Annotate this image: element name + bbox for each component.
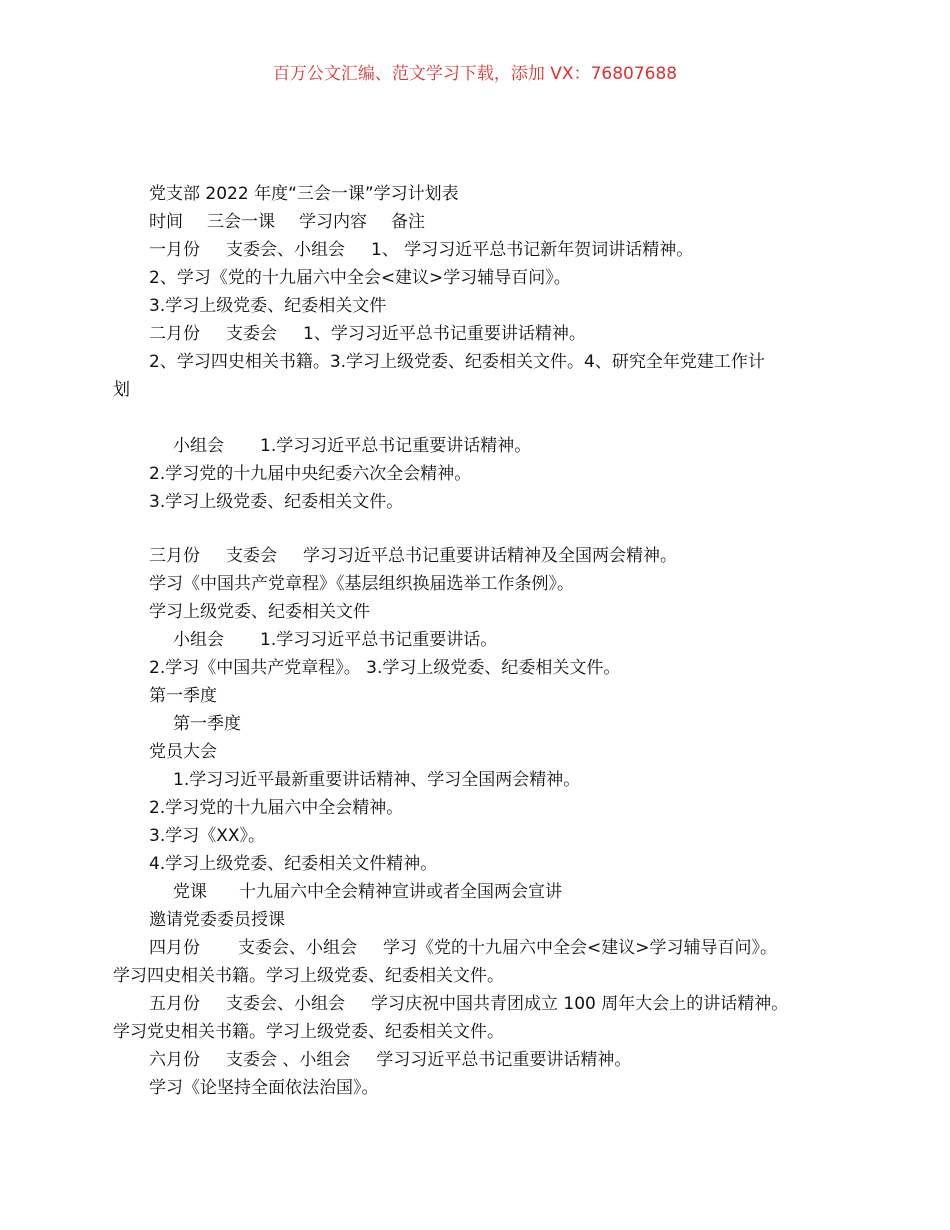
meeting-type: 支委会 [226,324,277,344]
month-label: 二月份 [149,324,200,344]
text-line: 学习《中国共产党章程》《基层组织换届选举工作条例》。 [149,574,574,594]
text-line: 第一季度 [149,686,217,706]
text-line: 2.学习党的十九届中央纪委六次全会精神。 [149,464,472,484]
text-line [173,629,497,651]
table-header-row [149,211,425,233]
text-line [149,239,693,261]
text-line: 3.学习上级党委、纪委相关文件 [149,296,387,316]
study-content: 学习习近平总书记重要讲话精神。 [376,1050,632,1070]
text-line: 2.学习《中国共产党章程》。 3.学习上级党委、纪委相关文件。 [149,658,621,678]
text-line [149,937,777,959]
text-line: 1.学习习近平最新重要讲话精神、学习全国两会精神。 [173,770,581,790]
text-line [149,1049,631,1071]
text-line [173,435,531,457]
text-line: 4.学习上级党委、纪委相关文件精神。 [149,854,438,874]
month-label: 一月份 [149,240,200,260]
study-content: 学习庆祝中国共青团成立 100 周年大会上的讲话精神。 [371,994,789,1014]
text-line [173,881,562,903]
text-line [149,323,586,345]
text-line [149,993,788,1015]
month-label: 五月份 [149,994,200,1014]
study-content: 1.学习习近平总书记重要讲话精神。 [260,436,532,456]
header-content: 学习内容 [299,212,367,232]
meeting-type: 小组会 [173,436,224,456]
meeting-type: 支委会 [226,546,277,566]
meeting-type: 支委会、小组会 [226,240,345,260]
meeting-type: 党课 [173,882,207,902]
text-line: 党员大会 [149,742,217,762]
meeting-type: 支委会、小组会 [238,938,357,958]
text-line: 3.学习《XX》。 [149,826,266,846]
meeting-type: 支委会、小组会 [226,994,345,1014]
watermark-text: 百万公文汇编、范文学习下载，添加 VX：76807688 [272,64,678,84]
study-content: 1、 学习习近平总书记新年贺词讲话精神。 [371,240,694,260]
text-line: 第一季度 [173,714,241,734]
meeting-type: 小组会 [173,630,224,650]
study-content: 1、学习习近平总书记重要讲话精神。 [303,324,586,344]
text-line: 学习党史相关书籍。学习上级党委、纪委相关文件。 [113,1022,504,1042]
text-line: 2.学习党的十九届六中全会精神。 [149,798,404,818]
text-line: 学习四史相关书籍。学习上级党委、纪委相关文件。 [113,966,504,986]
month-label: 四月份 [149,938,200,958]
study-content: 十九届六中全会精神宣讲或者全国两会宣讲 [239,882,562,902]
text-line: 邀请党委委员授课 [149,910,285,930]
header-meeting: 三会一课 [207,212,275,232]
doc-title: 党支部 2022 年度“三会一课”学习计划表 [149,184,459,204]
header-remark: 备注 [391,212,425,232]
month-label: 三月份 [149,546,200,566]
study-content: 学习习近平总书记重要讲话精神及全国两会精神。 [303,546,677,566]
meeting-type: 支委会 、小组会 [226,1050,351,1070]
month-label: 六月份 [149,1050,200,1070]
text-line [149,545,677,567]
text-line: 2、学习《党的十九届六中全会<建议>学习辅导百问》。 [149,268,571,288]
text-line: 2、学习四史相关书籍。3.学习上级党委、纪委相关文件。4、研究全年党建工作计 [149,352,765,372]
text-line: 学习上级党委、纪委相关文件 [149,602,370,622]
text-line: 3.学习上级党委、纪委相关文件。 [149,492,404,512]
study-content: 学习《党的十九届六中全会<建议>学习辅导百问》。 [383,938,777,958]
study-content: 1.学习习近平总书记重要讲话。 [260,630,498,650]
text-line: 划 [113,380,130,400]
header-time: 时间 [149,212,183,232]
text-line: 学习《论坚持全面依法治国》。 [149,1078,379,1098]
